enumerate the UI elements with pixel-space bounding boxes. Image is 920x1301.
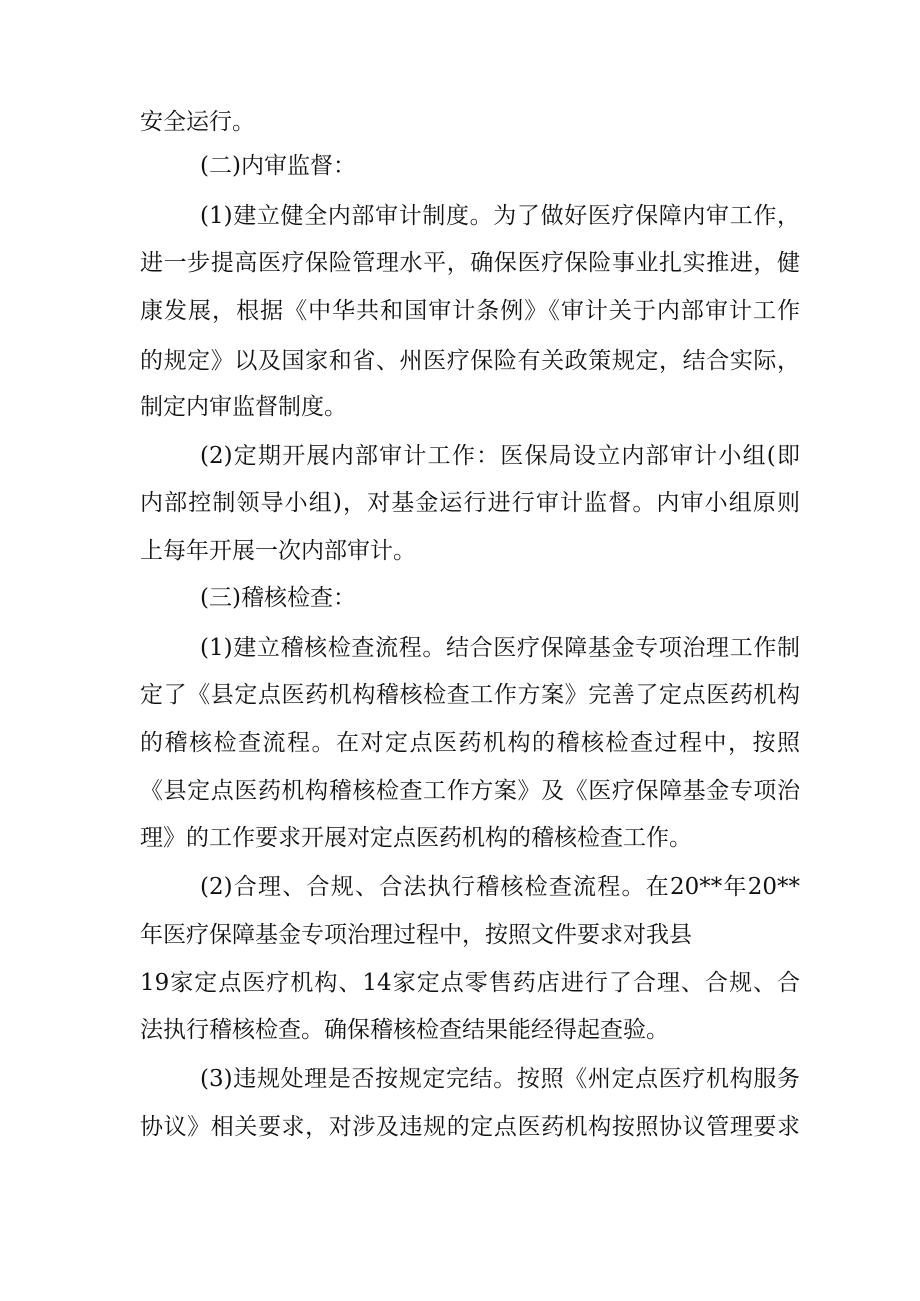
text-line: 安全运行。	[140, 109, 255, 135]
text-line: 理》的工作要求开展对定点医药机构的稽核检查工作。	[140, 825, 692, 851]
text-line: 年医疗保障基金专项治理过程中，按照文件要求对我县	[140, 922, 692, 948]
text-line: 内部控制领导小组)，对基金运行进行审计监督。内审小组原则	[140, 490, 800, 516]
text-line: 法执行稽核检查。确保稽核检查结果能经得起查验。	[140, 1017, 669, 1043]
section-heading: (三)稽核检查：	[200, 585, 356, 611]
text-line: (2)定期开展内部审计工作：医保局设立内部审计小组(即	[200, 443, 800, 469]
text-line: (1)建立健全内部审计制度。为了做好医疗保障内审工作，	[200, 203, 800, 229]
text-line: (3)违规处理是否按规定完结。按照《州定点医疗机构服务	[200, 1066, 800, 1092]
text-line: 进一步提高医疗保险管理水平，确保医疗保险事业扎实推进，健	[140, 250, 800, 276]
text-line: 《县定点医药机构稽核检查工作方案》及《医疗保障基金专项治	[140, 778, 800, 804]
text-line: 康发展，根据《中华共和国审计条例》《审计关于内部审计工作	[140, 298, 800, 324]
text-line: 制定内审监督制度。	[140, 394, 347, 420]
text-line: 协议》相关要求，对涉及违规的定点医药机构按照协议管理要求	[140, 1114, 800, 1140]
section-heading: (二)内审监督：	[200, 153, 356, 179]
text-line: 的规定》以及国家和省、州医疗保险有关政策规定，结合实际，	[140, 348, 800, 374]
text-line: (2)合理、合规、合法执行稽核检查流程。在20**年20**	[200, 874, 800, 900]
text-line: 上每年开展一次内部审计。	[140, 538, 416, 564]
text-line: 定了《县定点医药机构稽核检查工作方案》完善了定点医药机构	[140, 682, 800, 708]
text-line: (1)建立稽核检查流程。结合医疗保障基金专项治理工作制	[200, 635, 800, 661]
text-line: 19家定点医疗机构、14家定点零售药店进行了合理、合规、合	[140, 970, 800, 996]
text-line: 的稽核检查流程。在对定点医药机构的稽核检查过程中，按照	[140, 730, 800, 756]
